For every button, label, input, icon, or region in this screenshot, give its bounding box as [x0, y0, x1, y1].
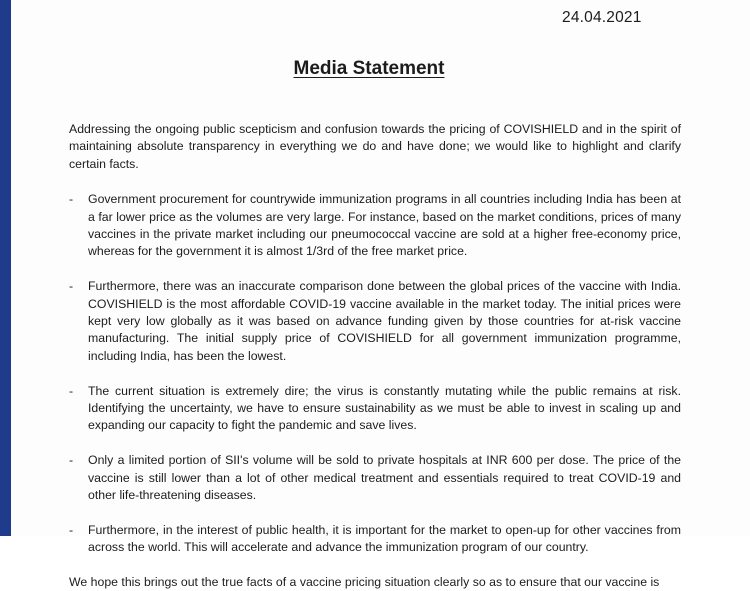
intro-paragraph: Addressing the ongoing public scepticism and confusion towards the pricing of COVISHIELD and in the spirit of maintaining absolute transparency in everything we do and have done; we would like to highlight and clarify certain facts.	[69, 122, 681, 171]
statement-date: 24.04.2021	[562, 9, 642, 26]
bullet-text: Furthermore, there was an inaccurate comparison done between the global prices of the vaccine with India. COVISHIELD is the most affordable COVID-19 vaccine available in the market today. The initial prices were kept very low globally as it was based on advance funding given by those countries for at-risk vaccine manufacturing. The initial supply price of COVISHIELD for all government immunization programme, including India, has been the lowest.	[88, 279, 681, 363]
bullet-item	[69, 452, 681, 504]
page-title: Media Statement	[293, 58, 445, 79]
bullet-item	[69, 278, 681, 365]
statement-body	[69, 121, 681, 591]
bullet-text: Furthermore, in the interest of public health, it is important for the market to open-up for other vaccines from across the world. This will accelerate and advance the immunization program of our country.	[88, 522, 681, 555]
bullet-dash: -	[69, 522, 74, 537]
bullet-dash: -	[69, 192, 74, 207]
bullet-item	[69, 522, 681, 557]
bullet-item	[69, 191, 681, 261]
letterhead-blue-bar	[0, 0, 11, 536]
bullet-text: The current situation is extremely dire; the virus is constantly mutating while the public remains at risk. Identifying the uncertainty, we have to ensure sustainability as we must be able to invest in scaling up and expanding our capacity to fight the pandemic and save lives.	[88, 383, 681, 433]
bullet-text: Only a limited portion of SII's volume will be sold to private hospitals at INR 600 per dose. The price of the vaccine is still lower than a lot of other medical treatment and essentials required to treat COVID-19 and other life-threatening diseases.	[88, 453, 681, 503]
bullet-dash: -	[69, 279, 74, 294]
bullet-text: Government procurement for countrywide immunization programs in all countries including India has been at a far lower price as the volumes are very large. For instance, based on the market conditions, prices of many vaccines in the private market including our pneumococcal vaccine are sold at a higher free-economy price, whereas for the government it is almost 1/3rd of the free market price.	[88, 192, 681, 259]
closing-paragraph: We hope this brings out the true facts of a vaccine pricing situation clearly so as to ensure that our vaccine is	[69, 575, 660, 590]
bullet-dash: -	[69, 383, 74, 398]
bullet-dash: -	[69, 453, 74, 468]
bullet-item	[69, 383, 681, 435]
